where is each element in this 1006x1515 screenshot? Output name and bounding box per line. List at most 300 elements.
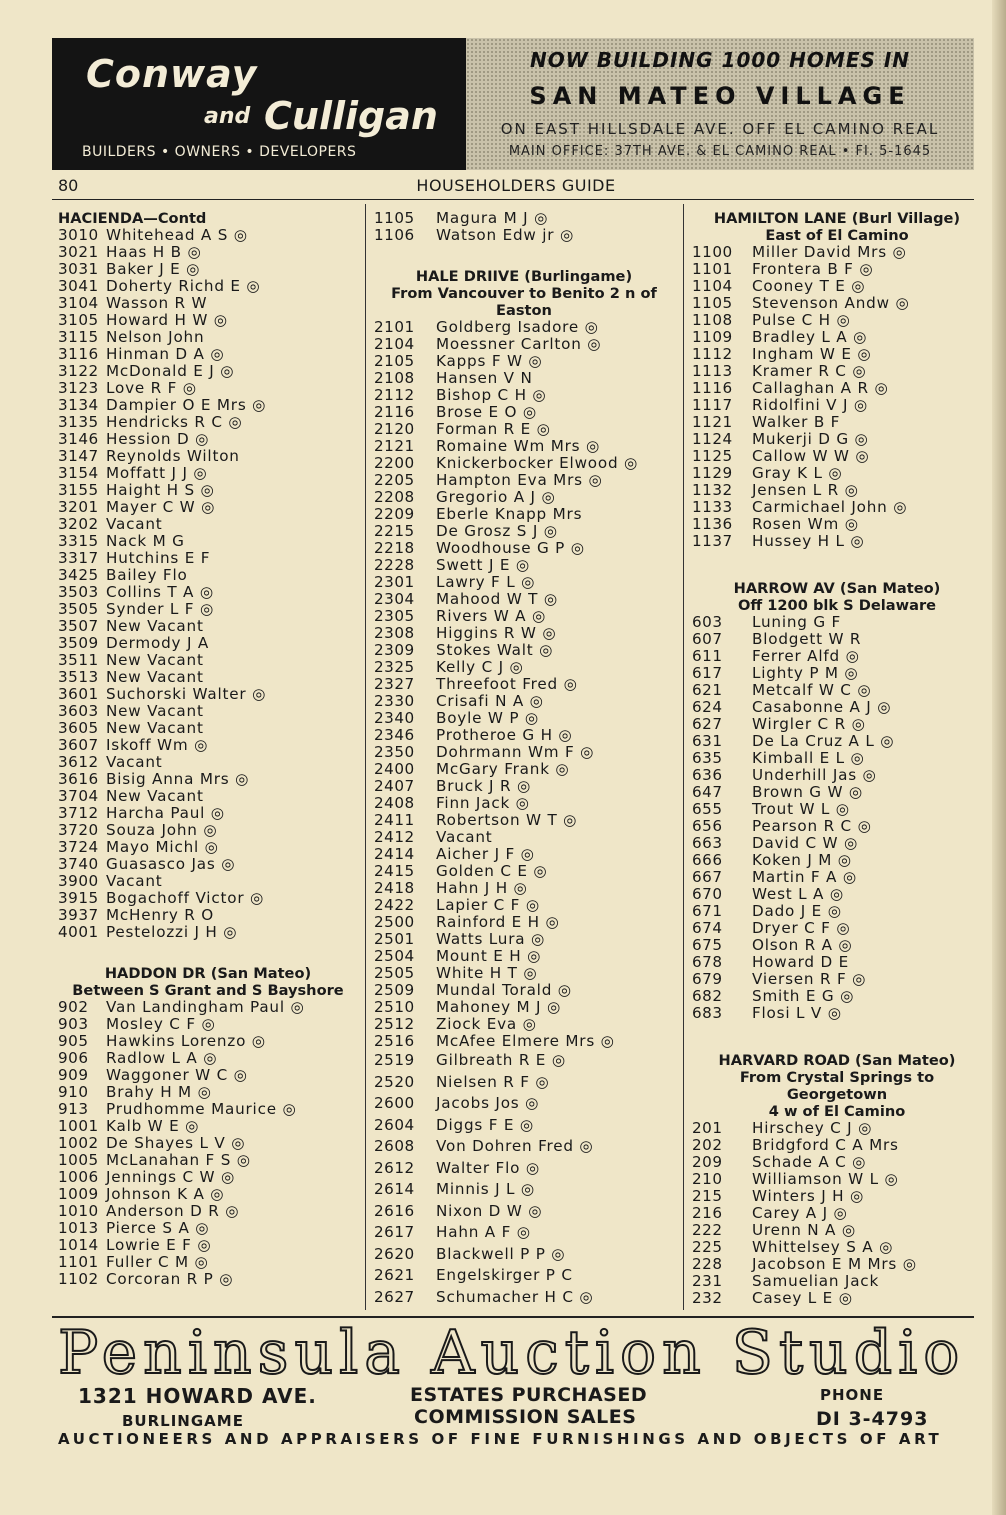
directory-entry [374, 761, 674, 778]
resident-name: Ridolfini V J ◎ [752, 396, 868, 414]
resident-name: Aicher J F ◎ [436, 845, 535, 863]
directory-entry [692, 614, 982, 631]
resident-name: Luning G F [752, 613, 842, 631]
house-number: 1121 [692, 413, 733, 431]
house-number: 671 [692, 902, 723, 920]
resident-name: Urenn N A ◎ [752, 1221, 856, 1239]
directory-entry [374, 608, 674, 625]
house-number: 4001 [58, 923, 99, 941]
directory-entry [58, 227, 358, 244]
studio-commission: COMMISSION SALES [414, 1406, 637, 1428]
directory-entry [374, 710, 674, 727]
house-number: 2340 [374, 709, 415, 727]
resident-name: Doherty Richd E ◎ [106, 277, 261, 295]
resident-name: Swett J E ◎ [436, 556, 530, 574]
house-number: 1100 [692, 243, 733, 261]
directory-entry [374, 744, 674, 761]
house-number: 1132 [692, 481, 733, 499]
resident-name: Mukerji D G ◎ [752, 430, 869, 448]
resident-name: Rainford E H ◎ [436, 913, 560, 931]
house-number: 3154 [58, 464, 99, 482]
directory-entry [692, 1005, 982, 1022]
directory-entry [58, 278, 358, 295]
house-number: 3509 [58, 634, 99, 652]
house-number: 3740 [58, 855, 99, 873]
house-number: 3105 [58, 311, 99, 329]
company-tagline: BUILDERS • OWNERS • DEVELOPERS [82, 144, 357, 160]
directory-entry [692, 482, 982, 499]
resident-name: McDonald E J ◎ [106, 362, 235, 380]
resident-name: Lawry F L ◎ [436, 573, 536, 591]
house-number: 636 [692, 766, 723, 784]
resident-name: Kelly C J ◎ [436, 658, 524, 676]
resident-name: Ingham W E ◎ [752, 345, 872, 363]
directory-entry [692, 903, 982, 920]
resident-name: Forman R E ◎ [436, 420, 551, 438]
directory-entry [692, 937, 982, 954]
resident-name: Olson R A ◎ [752, 936, 853, 954]
directory-entry [58, 999, 358, 1016]
column-1 [58, 210, 358, 1288]
house-number: 232 [692, 1289, 723, 1307]
resident-name: Reynolds Wilton [106, 447, 240, 465]
resident-name: Mahoney M J ◎ [436, 998, 562, 1016]
house-number: 3123 [58, 379, 99, 397]
resident-name: Souza John ◎ [106, 821, 218, 839]
resident-name: Dohrmann Wm F ◎ [436, 743, 595, 761]
resident-name: Anderson D R ◎ [106, 1202, 240, 1220]
house-number: 3937 [58, 906, 99, 924]
house-number: 674 [692, 919, 723, 937]
house-number: 2600 [374, 1094, 415, 1112]
directory-entry [692, 346, 982, 363]
directory-entry [58, 890, 358, 907]
house-number: 3122 [58, 362, 99, 380]
resident-name: Brose E O ◎ [436, 403, 537, 421]
resident-name: Harcha Paul ◎ [106, 804, 225, 822]
resident-name: Iskoff Wm ◎ [106, 736, 209, 754]
directory-entry [374, 557, 674, 574]
house-number: 209 [692, 1153, 723, 1171]
house-number: 2509 [374, 981, 415, 999]
directory-entry [374, 676, 674, 693]
directory-entry [374, 227, 674, 244]
house-number: 3104 [58, 294, 99, 312]
resident-name: Frontera B F ◎ [752, 260, 874, 278]
resident-name: Brahy H M ◎ [106, 1083, 212, 1101]
directory-entry [58, 1016, 358, 1033]
directory-entry [58, 737, 358, 754]
resident-name: Haas H B ◎ [106, 243, 202, 261]
directory-entry [58, 873, 358, 890]
directory-entry [692, 1256, 982, 1273]
directory-entry [58, 329, 358, 346]
resident-name: Wasson R W [106, 294, 208, 312]
house-number: 1013 [58, 1219, 99, 1237]
directory-entry [374, 659, 674, 676]
directory-entry [692, 1137, 982, 1154]
resident-name: Nixon D W ◎ [436, 1201, 543, 1220]
resident-name: Dryer C F ◎ [752, 919, 851, 937]
directory-entry [58, 533, 358, 550]
resident-name: Love R F ◎ [106, 379, 197, 397]
ad-office: MAIN OFFICE: 37TH AVE. & EL CAMINO REAL • FI. 5-1645 [508, 144, 932, 159]
house-number: 215 [692, 1187, 723, 1205]
directory-entry [58, 346, 358, 363]
resident-name: Finn Jack ◎ [436, 794, 530, 812]
house-number: 3021 [58, 243, 99, 261]
section-gap [692, 550, 982, 580]
resident-name: Walter Flo ◎ [436, 1158, 540, 1177]
resident-name: Bailey Flo [106, 566, 188, 584]
company-name-and: and [204, 104, 251, 129]
resident-name: Metcalf W C ◎ [752, 681, 872, 699]
directory-entry [58, 1169, 358, 1186]
house-number: 906 [58, 1049, 89, 1067]
directory-entry [58, 1118, 358, 1135]
directory-entry [374, 489, 674, 506]
resident-name: Vacant [106, 753, 163, 771]
directory-entry [58, 431, 358, 448]
street-list [692, 614, 982, 1022]
directory-entry [374, 846, 674, 863]
house-number: 1112 [692, 345, 733, 363]
directory-entry [374, 1072, 674, 1094]
studio-phone: DI 3-4793 [816, 1408, 929, 1430]
house-number: 1109 [692, 328, 733, 346]
resident-name: Protheroe G H ◎ [436, 726, 573, 744]
resident-name: Callaghan A R ◎ [752, 379, 889, 397]
resident-name: Lapier C F ◎ [436, 896, 540, 914]
house-number: 635 [692, 749, 723, 767]
directory-entry [692, 835, 982, 852]
house-number: 231 [692, 1272, 723, 1290]
street-list [374, 1050, 674, 1308]
company-name-line1: Conway [86, 52, 258, 96]
resident-name: Robertson W T ◎ [436, 811, 578, 829]
house-number: 2608 [374, 1137, 415, 1155]
house-number: 3616 [58, 770, 99, 788]
directory-entry [58, 261, 358, 278]
resident-name: Martin F A ◎ [752, 868, 857, 886]
directory-entry [374, 880, 674, 897]
resident-name: Hahn J H ◎ [436, 879, 528, 897]
studio-estates: ESTATES PURCHASED [410, 1384, 648, 1406]
resident-name: Miller David Mrs ◎ [752, 243, 907, 261]
house-number: 1117 [692, 396, 733, 414]
house-number: 3507 [58, 617, 99, 635]
street-subheading: Easton [496, 302, 552, 319]
house-number: 3607 [58, 736, 99, 754]
directory-entry [58, 805, 358, 822]
house-number: 2108 [374, 369, 415, 387]
directory-entry [58, 856, 358, 873]
directory-entry [374, 336, 674, 353]
resident-name: Engelskirger P C [436, 1266, 573, 1284]
resident-name: Moffatt J J ◎ [106, 464, 208, 482]
house-number: 1002 [58, 1134, 99, 1152]
house-number: 2512 [374, 1015, 415, 1033]
section-gap [692, 1022, 982, 1052]
directory-entry [692, 516, 982, 533]
resident-name: De Shayes L V ◎ [106, 1134, 246, 1152]
directory-entry [58, 924, 358, 941]
house-number: 2520 [374, 1072, 415, 1091]
house-number: 2617 [374, 1223, 415, 1241]
resident-name: Johnson K A ◎ [106, 1185, 225, 1203]
resident-name: Bogachoff Victor ◎ [106, 889, 265, 907]
house-number: 202 [692, 1136, 723, 1154]
house-number: 3201 [58, 498, 99, 516]
directory-entry [374, 1115, 674, 1137]
resident-name: Lowrie E F ◎ [106, 1236, 212, 1254]
resident-name: Schumacher H C ◎ [436, 1287, 594, 1306]
house-number: 627 [692, 715, 723, 733]
directory-entry [692, 261, 982, 278]
street-subheading: From Vancouver to Benito 2 n of [391, 285, 657, 302]
house-number: 3612 [58, 753, 99, 771]
house-number: 2330 [374, 692, 415, 710]
resident-name: Hampton Eva Mrs ◎ [436, 471, 603, 489]
house-number: 1102 [58, 1270, 99, 1288]
company-name-line2: Culligan [264, 94, 438, 138]
house-number: 2105 [374, 352, 415, 370]
street-subheading: Off 1200 blk S Delaware [737, 597, 937, 614]
house-number: 2505 [374, 964, 415, 982]
directory-entry [58, 1101, 358, 1118]
resident-name: Goldberg Isadore ◎ [436, 318, 599, 336]
page-number: 80 [58, 176, 79, 195]
directory-entry [692, 380, 982, 397]
house-number: 2621 [374, 1266, 415, 1284]
house-number: 683 [692, 1004, 723, 1022]
house-number: 1104 [692, 277, 733, 295]
house-number: 2218 [374, 539, 415, 557]
resident-name: Radlow L A ◎ [106, 1049, 218, 1067]
directory-entry [58, 1271, 358, 1288]
directory-entry [692, 295, 982, 312]
studio-address: 1321 HOWARD AVE. [78, 1384, 317, 1408]
column-divider [683, 204, 684, 1310]
house-number: 647 [692, 783, 723, 801]
house-number: 910 [58, 1083, 89, 1101]
house-number: 2422 [374, 896, 415, 914]
directory-entry [374, 540, 674, 557]
directory-entry [374, 574, 674, 591]
house-number: 3202 [58, 515, 99, 533]
directory-entry [374, 897, 674, 914]
resident-name: Moessner Carlton ◎ [436, 335, 602, 353]
resident-name: Hutchins E F [106, 549, 211, 567]
house-number: 656 [692, 817, 723, 835]
house-number: 621 [692, 681, 723, 699]
resident-name: Baker J E ◎ [106, 260, 201, 278]
resident-name: Bruck J R ◎ [436, 777, 532, 795]
street-heading: HARVARD ROAD (San Mateo) [718, 1052, 956, 1069]
resident-name: Ziock Eva ◎ [436, 1015, 537, 1033]
directory-entry [692, 767, 982, 784]
resident-name: Minnis J L ◎ [436, 1180, 535, 1198]
directory-entry [58, 771, 358, 788]
directory-entry [692, 1120, 982, 1137]
resident-name: Suchorski Walter ◎ [106, 685, 267, 703]
top-advertisement [52, 38, 974, 170]
resident-name: Stevenson Andw ◎ [752, 294, 910, 312]
house-number: 3900 [58, 872, 99, 890]
resident-name: Howard H W ◎ [106, 311, 228, 329]
directory-entry [374, 438, 674, 455]
house-number: 3315 [58, 532, 99, 550]
house-number: 607 [692, 630, 723, 648]
resident-name: Howard D E [752, 953, 850, 971]
directory-entry [58, 550, 358, 567]
directory-entry [374, 591, 674, 608]
resident-name: Kramer R C ◎ [752, 362, 867, 380]
resident-name: Mahood W T ◎ [436, 590, 558, 608]
resident-name: Vacant [436, 828, 493, 846]
house-number: 1006 [58, 1168, 99, 1186]
directory-entry [374, 455, 674, 472]
house-number: 2304 [374, 590, 415, 608]
directory-entry [58, 601, 358, 618]
directory-entry [692, 465, 982, 482]
section-gap [374, 244, 674, 268]
resident-name: Magura M J ◎ [436, 209, 549, 227]
directory-entry [692, 1171, 982, 1188]
resident-name: Jacobson E M Mrs ◎ [752, 1255, 917, 1273]
house-number: 905 [58, 1032, 89, 1050]
house-number: 1010 [58, 1202, 99, 1220]
resident-name: Corcoran R P ◎ [106, 1270, 234, 1288]
resident-name: Higgins R W ◎ [436, 624, 557, 642]
directory-entry [374, 812, 674, 829]
house-number: 216 [692, 1204, 723, 1222]
street-list [692, 244, 982, 550]
directory-entry [692, 244, 982, 261]
directory-entry [58, 414, 358, 431]
resident-name: Hession D ◎ [106, 430, 210, 448]
house-number: 624 [692, 698, 723, 716]
resident-name: Dado J E ◎ [752, 902, 842, 920]
resident-name: Diggs F E ◎ [436, 1115, 534, 1134]
resident-name: Whitehead A S ◎ [106, 226, 248, 244]
house-number: 1125 [692, 447, 733, 465]
house-number: 2200 [374, 454, 415, 472]
resident-name: Nelson John [106, 328, 205, 346]
street-subheading: 4 w of El Camino [768, 1103, 906, 1120]
house-number: 2305 [374, 607, 415, 625]
resident-name: New Vacant [106, 787, 204, 805]
resident-name: Hinman D A ◎ [106, 345, 225, 363]
directory-entry [58, 669, 358, 686]
house-number: 1113 [692, 362, 733, 380]
column-divider [365, 204, 366, 1310]
running-header [58, 176, 974, 198]
resident-name: Viersen R F ◎ [752, 970, 867, 988]
directory-entry [58, 1050, 358, 1067]
directory-entry [692, 329, 982, 346]
resident-name: Synder L F ◎ [106, 600, 215, 618]
house-number: 675 [692, 936, 723, 954]
resident-name: Eberle Knapp Mrs [436, 505, 583, 523]
directory-entry [374, 931, 674, 948]
directory-entry [58, 1220, 358, 1237]
directory-entry [692, 682, 982, 699]
house-number: 903 [58, 1015, 89, 1033]
resident-name: Schade A C ◎ [752, 1153, 867, 1171]
house-number: 1124 [692, 430, 733, 448]
column-2 [374, 210, 674, 1308]
street-list [374, 210, 674, 244]
directory-entry [692, 920, 982, 937]
directory-entry [692, 716, 982, 733]
street-heading: HACIENDA—Contd [58, 210, 207, 227]
page-edge-shadow [992, 0, 1006, 1515]
directory-entry [58, 363, 358, 380]
resident-name: Hansen V N [436, 369, 533, 387]
directory-entry [374, 210, 674, 227]
resident-name: Crisafi N A ◎ [436, 692, 544, 710]
resident-name: New Vacant [106, 719, 204, 737]
directory-entry [374, 1136, 674, 1158]
resident-name: Waggoner W C ◎ [106, 1066, 248, 1084]
house-number: 222 [692, 1221, 723, 1239]
san-mateo-village-ad [466, 38, 974, 170]
resident-name: Blodgett W R [752, 630, 862, 648]
directory-entry [58, 839, 358, 856]
house-number: 3115 [58, 328, 99, 346]
house-number: 2309 [374, 641, 415, 659]
directory-entry [374, 353, 674, 370]
resident-name: New Vacant [106, 617, 204, 635]
directory-entry [374, 370, 674, 387]
resident-name: Vacant [106, 515, 163, 533]
house-number: 2121 [374, 437, 415, 455]
resident-name: Gregorio A J ◎ [436, 488, 556, 506]
house-number: 3724 [58, 838, 99, 856]
house-number: 1014 [58, 1236, 99, 1254]
house-number: 2500 [374, 913, 415, 931]
house-number: 1136 [692, 515, 733, 533]
directory-entry [58, 499, 358, 516]
house-number: 2415 [374, 862, 415, 880]
directory-entry [374, 421, 674, 438]
resident-name: Fuller C M ◎ [106, 1253, 209, 1271]
directory-entry [692, 312, 982, 329]
house-number: 1106 [374, 226, 415, 244]
resident-name: Kimball E L ◎ [752, 749, 865, 767]
street-list [58, 999, 358, 1288]
resident-name: Boyle W P ◎ [436, 709, 539, 727]
resident-name: Carey A J ◎ [752, 1204, 848, 1222]
resident-name: Hahn A F ◎ [436, 1223, 531, 1241]
resident-name: Underhill Jas ◎ [752, 766, 877, 784]
resident-name: Von Dohren Fred ◎ [436, 1137, 594, 1155]
directory-entry [692, 954, 982, 971]
house-number: 2112 [374, 386, 415, 404]
resident-name: Pierce S A ◎ [106, 1219, 210, 1237]
street-heading: HAMILTON LANE (Burl Village) [713, 210, 961, 227]
resident-name: Jacobs Jos ◎ [436, 1094, 540, 1112]
house-number: 2407 [374, 777, 415, 795]
resident-name: White H T ◎ [436, 964, 538, 982]
resident-name: Casabonne A J ◎ [752, 698, 892, 716]
ad-location: ON EAST HILLSDALE AVE. OFF EL CAMINO REAL [500, 120, 940, 138]
resident-name: West L A ◎ [752, 885, 844, 903]
house-number: 2516 [374, 1032, 415, 1050]
house-number: 663 [692, 834, 723, 852]
directory-entry [374, 914, 674, 931]
